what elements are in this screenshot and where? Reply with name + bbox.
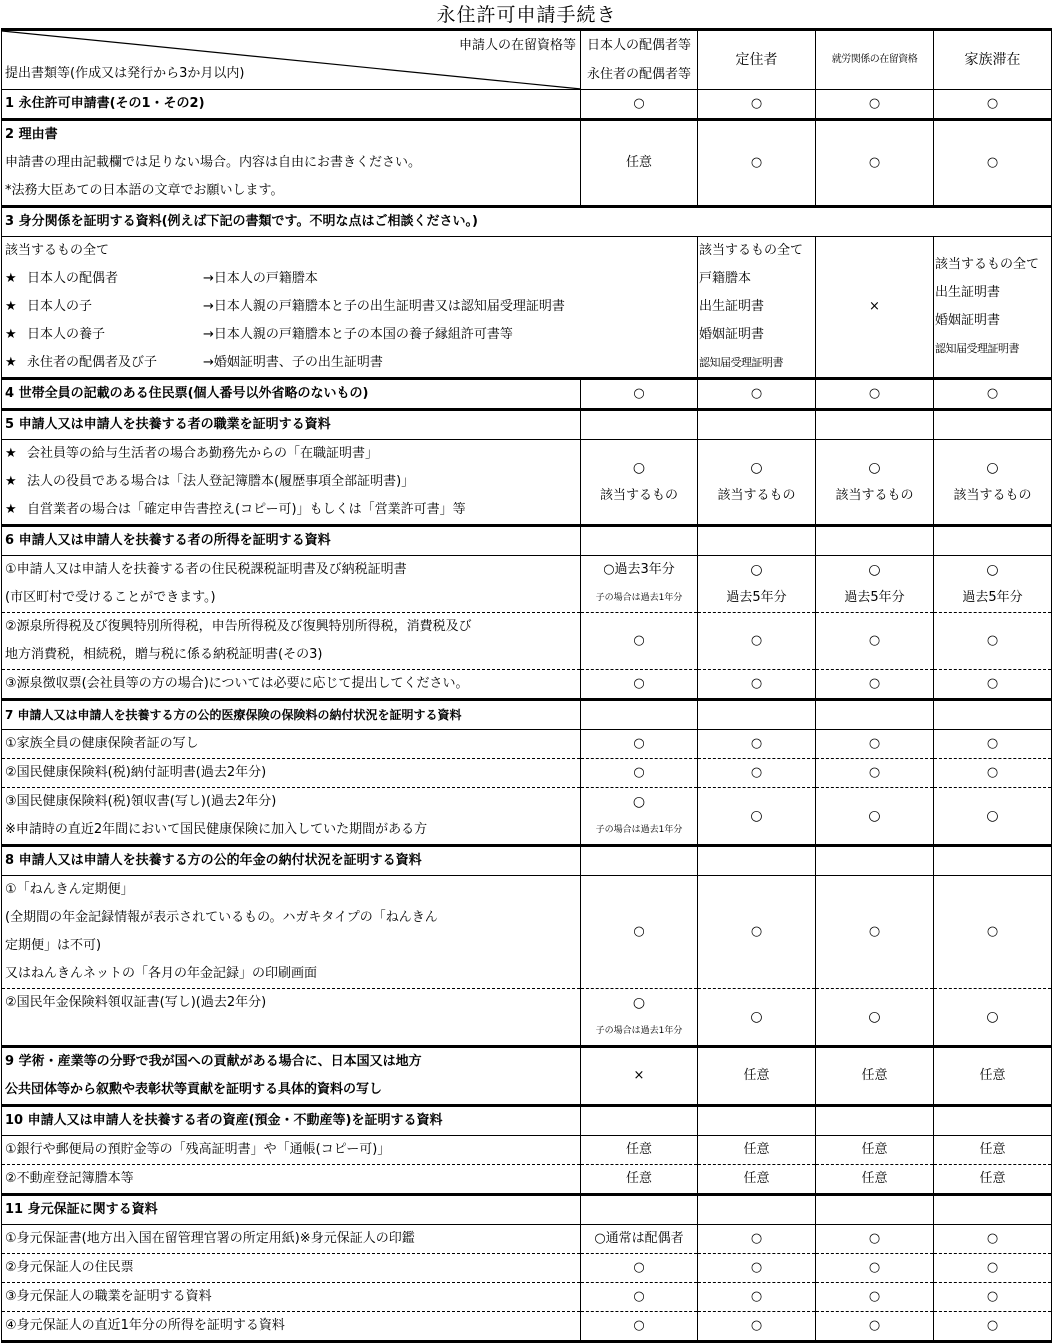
section-9-title: 9 学術・産業等の分野で我が国への貢献がある場合に、日本国又は地方 公共団体等から叙勲や表彰状等貢献を証明する具体的資料の写し [2,1047,581,1106]
diagonal-header-cell [2,30,581,90]
list-item: ★ 法人の役員である場合は「法人登記簿謄本(履歴事項全部証明書)」 [5,468,577,496]
section-3-title-row [2,207,1052,237]
section-7-title: 7 申請人又は申請人を扶養する方の公的医療保険の保険料の納付状況を証明する資料 [2,700,581,730]
section-3-long-term-docs: 該当するもの全て 戸籍謄本 出生証明書 婚姻証明書 認知届受理証明書 [698,237,816,379]
column-header-work-status: 就労関係の在留資格 [816,30,934,90]
section-7-title-row [2,700,1052,730]
star-icon: ★ [5,271,17,286]
section-1-title: 1 永住許可申請書(その1・その2) [2,90,581,120]
list-item: ★ 自営業者の場合は「確定申告書控え(コピー可)」もしくは「営業許可書」等 [5,496,577,524]
column-header-spouse: 日本人の配偶者等 永住者の配偶者等 [581,30,698,90]
section-4-title: 4 世帯全員の記載のある住民票(個人番号以外省略のないもの) [2,379,581,410]
section-11-title: 11 身元保証に関する資料 [2,1195,581,1225]
star-icon: ★ [5,446,17,461]
section-11-item-3: ③身元保証人の職業を証明する資料 ○ ○ ○ ○ [2,1283,1052,1312]
section-6-item-2: ②源泉所得税及び復興特別所得税，申告所得税及び復興特別所得税，消費税及び 地方消費税，相続税，贈与税に係る納税証明書(その3) ○ ○ ○ ○ [2,613,1052,670]
section-7-item-3: ③国民健康保険料(税)領収書(写し)(過去2年分) ※申請時の直近2年間において国民健康保険に加入していた期間がある方 ○ 子の場合は過去1年分 ○ ○ ○ [2,788,1052,846]
section-7-item-2: ②国民健康保険料(税)納付証明書(過去2年分) ○ ○ ○ ○ [2,759,1052,788]
section-6-item-3: ③源泉徴収票(会社員等の方の場合)については必要に応じて提出してください。 ○ ○ ○ ○ [2,670,1052,700]
star-icon: ★ [5,327,17,342]
list-item: ★ 会社員等の給与生活者の場合あ勤務先からの「在職証明書」 [5,440,577,468]
page-title: 永住許可申請手続き [436,4,617,26]
section-5-title: 5 申請人又は申請人を扶養する者の職業を証明する資料 [2,410,581,440]
section-3-items: 該当するもの全て ★ 日本人の配偶者 →日本人の戸籍謄本 ★ 日本人の子 →日本人親の戸籍謄本と子の出生証明書又は認知届受理証明書 ★ 日本人の養子 →日本人親の戸籍謄本と子の本国の養子縁組許可書等 ★ 永住者の配偶者及び子 →婚姻証明書、子の出生証明書 [2,237,698,379]
section-10-item-2: ②不動産登記簿謄本等 任意 任意 任意 任意 [2,1165,1052,1195]
section-4-row: 4 世帯全員の記載のある住民票(個人番号以外省略のないもの) ○ ○ ○ ○ [2,379,1052,410]
section-5-title-row [2,410,1052,440]
section-2-title: 2 理由書 [5,127,58,142]
section-10-title-row [2,1106,1052,1136]
star-icon: ★ [5,502,17,517]
list-item: ★ 日本人の子 →日本人親の戸籍謄本と子の出生証明書又は認知届受理証明書 [5,293,694,321]
list-item: ★ 日本人の配偶者 →日本人の戸籍謄本 [5,265,694,293]
section-6-item-1: ①申請人又は申請人を扶養する者の住民税課税証明書及び納税証明書 (市区町村で受けることができます。) ○過去3年分 子の場合は過去1年分 ○ 過去5年分 ○ 過去5年分 ○ 過去5年分 [2,556,1052,613]
section-7-item-1: ①家族全員の健康保険者証の写し ○ ○ ○ ○ [2,730,1052,759]
section-5-body-row: ★ 会社員等の給与生活者の場合あ勤務先からの「在職証明書」 ★ 法人の役員である場合は「法人登記簿謄本(履歴事項全部証明書)」 ★ 自営業者の場合は「確定申告書控え(コピー可)」もしくは「営業許可書」等 ○ 該当するもの ○ 該当するもの ○ 該当するもの ○ 該当するもの [2,440,1052,526]
section-6-title: 6 申請人又は申請人を扶養する者の所得を証明する資料 [2,526,581,556]
star-icon: ★ [5,299,17,314]
section-2-row: 2 理由書 申請書の理由記載欄では足りない場合。内容は自由にお書きください。 *法務大臣あての日本語の文章でお願いします。 任意 ○ ○ ○ [2,120,1052,207]
section-8-item-2: ②国民年金保険料領収証書(写し)(過去2年分) ○ 子の場合は過去1年分 ○ ○ ○ [2,989,1052,1047]
section-8-item-1: ①「ねんきん定期便」 (全期間の年金記録情報が表示されているもの。ハガキタイプの「ねんきん 定期便」は不可) 又はねんきんネットの「各月の年金記録」の印刷画面 ○ ○ ○ ○ [2,876,1052,989]
section-9-row: 9 学術・産業等の分野で我が国への貢献がある場合に、日本国又は地方 公共団体等から叙勲や表彰状等貢献を証明する具体的資料の写し × 任意 任意 任意 [2,1047,1052,1106]
section-6-title-row [2,526,1052,556]
section-2-content: 2 理由書 申請書の理由記載欄では足りない場合。内容は自由にお書きください。 *法務大臣あての日本語の文章でお願いします。 [2,120,581,207]
header-status-label: 申請人の在留資格等 [458,38,576,53]
column-header-dependent: 家族滞在 [934,30,1052,90]
list-item: ★ 日本人の養子 →日本人親の戸籍謄本と子の本国の養子縁組許可書等 [5,321,694,349]
section-3-title: 3 身分関係を証明する資料(例えば下記の書類です。不明な点はご相談ください。) [2,207,1052,237]
section-11-item-2: ②身元保証人の住民票 ○ ○ ○ ○ [2,1254,1052,1283]
section-11-title-row [2,1195,1052,1225]
section-8-title-row [2,846,1052,876]
section-11-item-1: ①身元保証書(地方出入国在留管理官署の所定用紙)※身元保証人の印鑑 ○通常は配偶者 ○ ○ ○ [2,1225,1052,1254]
star-icon: ★ [5,474,17,489]
section-8-title: 8 申請人又は申請人を扶養する方の公的年金の納付状況を証明する資料 [2,846,581,876]
requirements-table [1,28,1052,1343]
section-10-title: 10 申請人又は申請人を扶養する者の資産(預金・不動産等)を証明する資料 [2,1106,581,1136]
section-3-dependent-docs: 該当するもの全て 出生証明書 婚姻証明書 認知届受理証明書 [934,237,1052,379]
column-header-long-term-resident: 定住者 [698,30,816,90]
section-3-body-row [2,237,1052,379]
section-10-item-1: ①銀行や郵便局の預貯金等の「残高証明書」や「通帳(コピー可)」 任意 任意 任意 任意 [2,1136,1052,1165]
section-3-work-status-value: × [816,237,934,379]
section-7-note: ※申請時の直近2年間において国民健康保険に加入していた期間がある方 [5,822,428,837]
header-row [2,30,1052,90]
star-icon: ★ [5,355,17,370]
header-documents-label: 提出書類等(作成又は発行から3か月以内) [5,66,245,81]
section-1-row: 1 永住許可申請書(その1・その2) ○ ○ ○ ○ [2,90,1052,120]
list-item: ★ 永住者の配偶者及び子 →婚姻証明書、子の出生証明書 [5,349,694,377]
section-11-item-4: ④身元保証人の直近1年分の所得を証明する資料 ○ ○ ○ ○ [2,1312,1052,1342]
